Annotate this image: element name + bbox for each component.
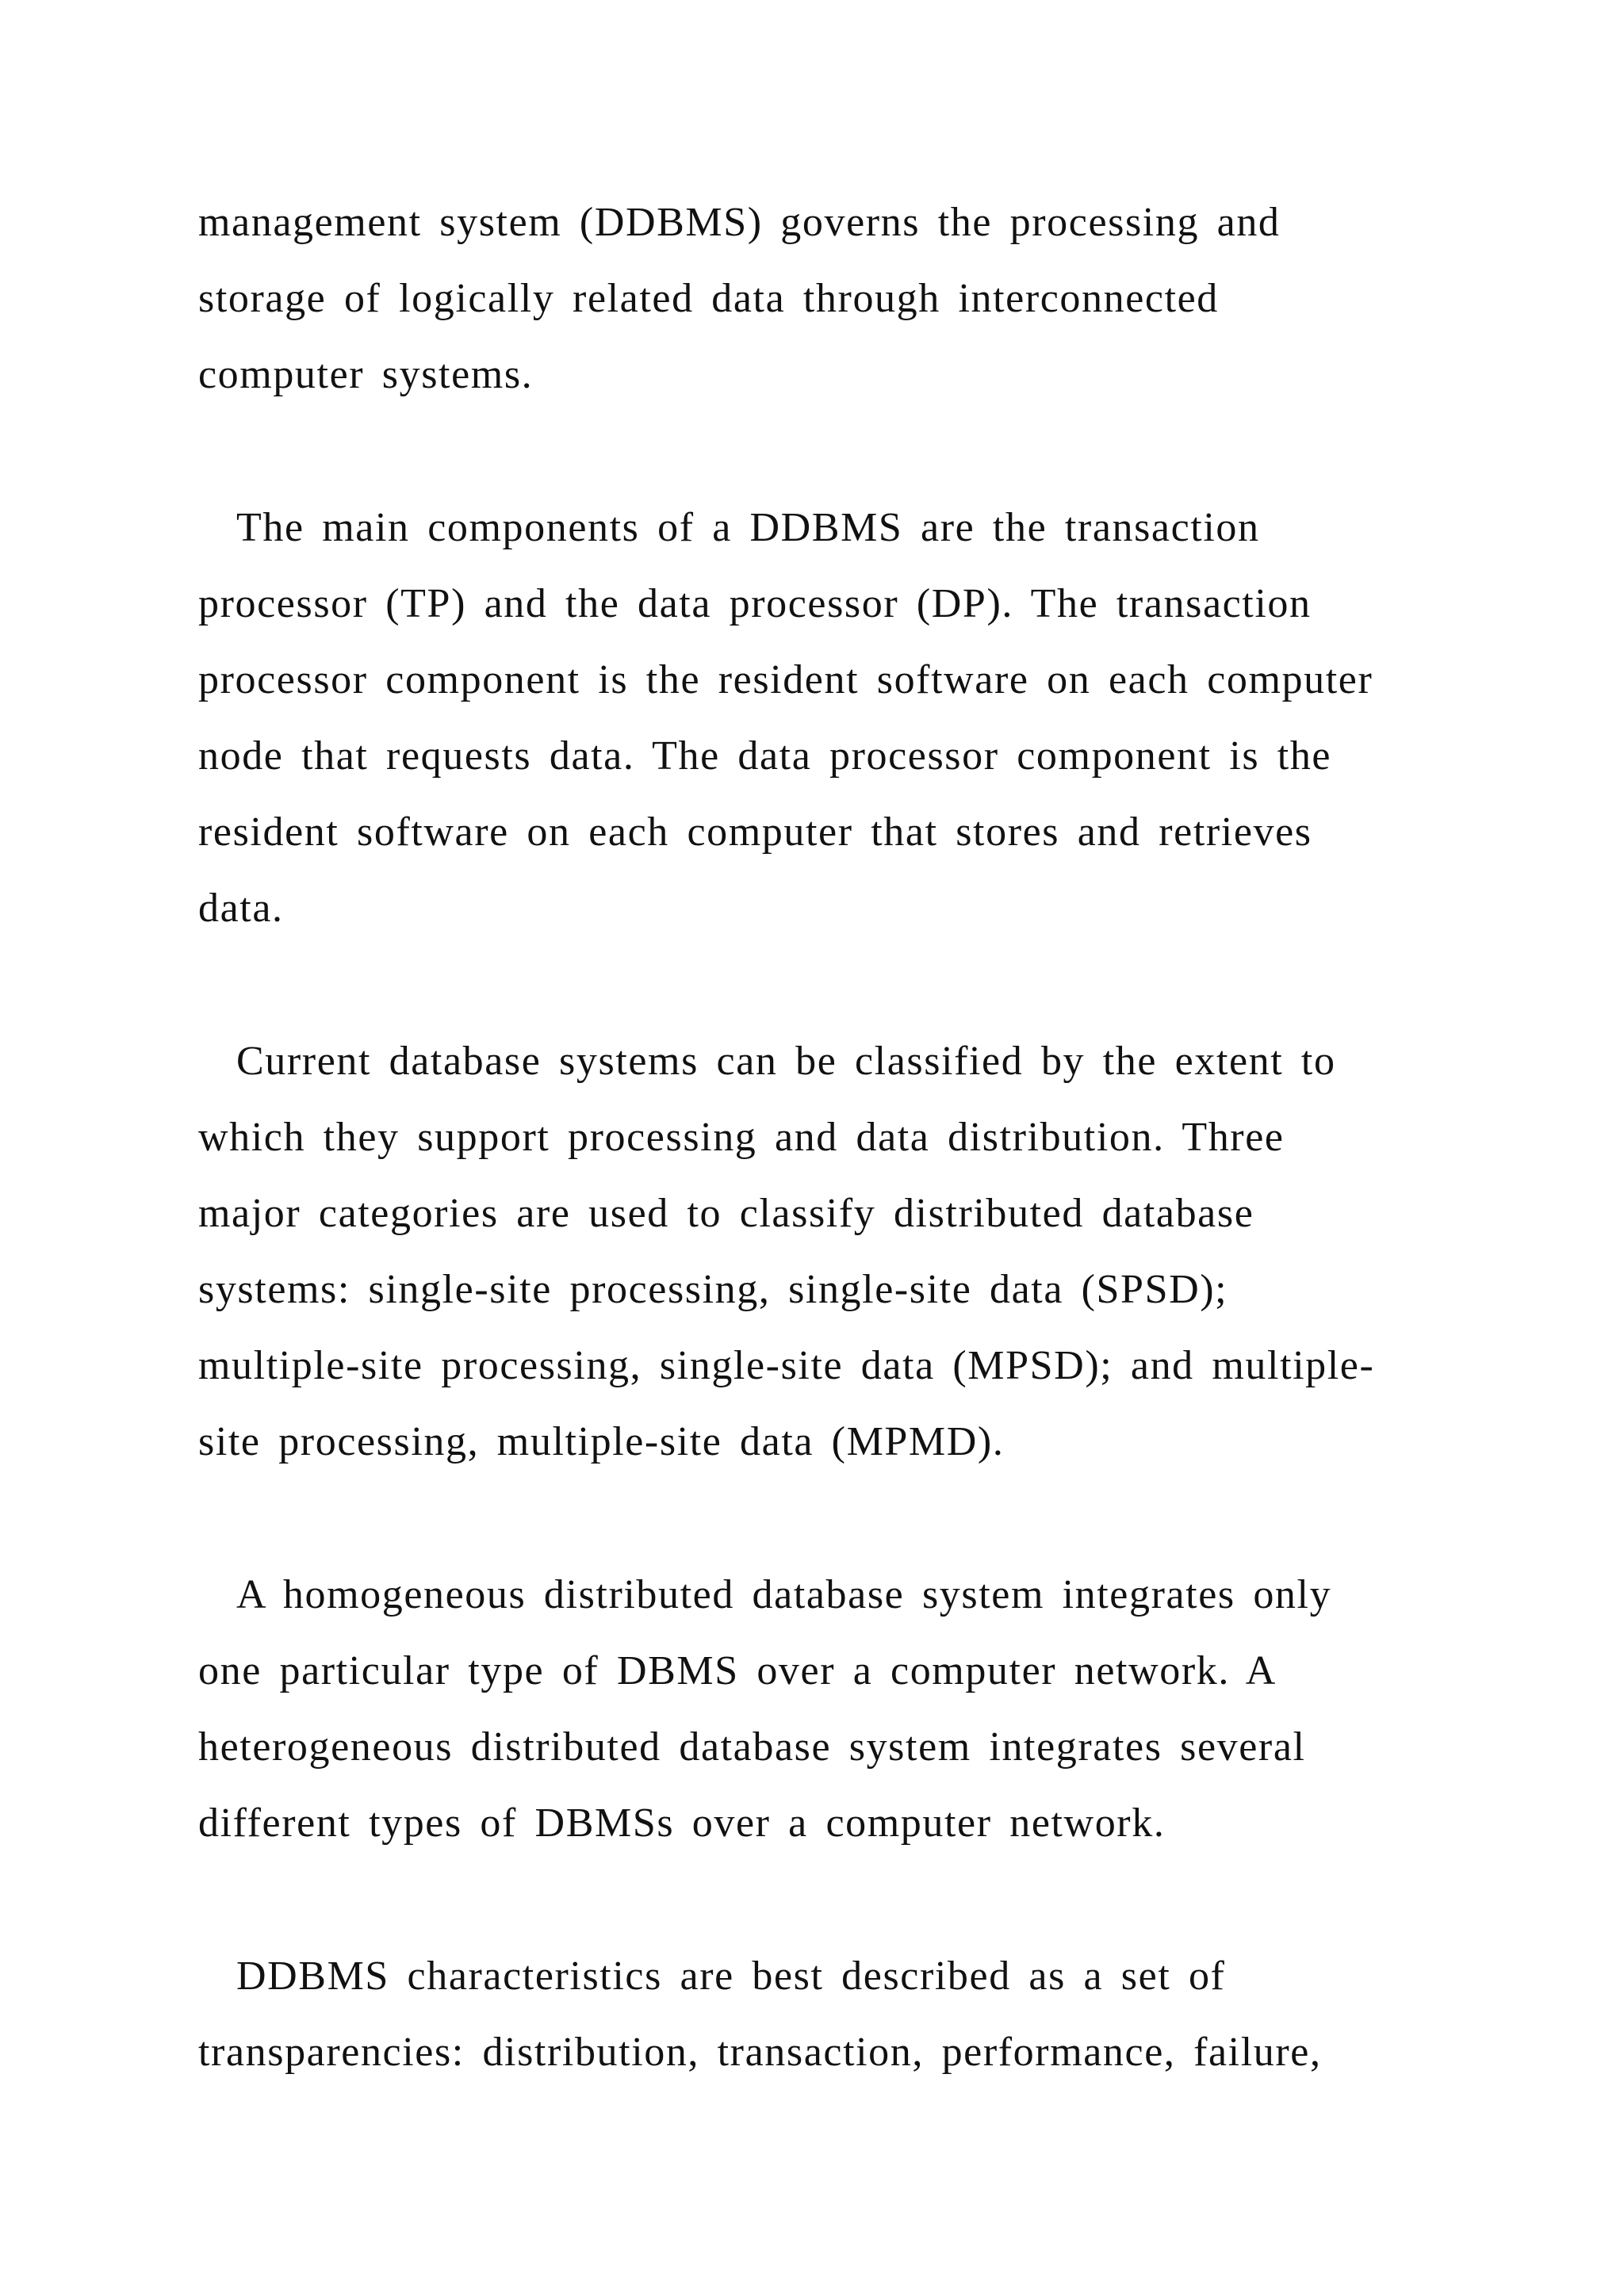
paragraph-1-line-2: storage of logically related data through interconnected [198,276,1219,321]
paragraph-2-line-5: resident software on each computer that stores and retrieves [198,809,1312,855]
paragraph-3-line-6: site processing, multiple-site data (MPMD). [198,1419,1005,1464]
paragraph-5-line-1: DDBMS characteristics are best described as a set of [236,1954,1226,1999]
paragraph-3-line-1: Current database systems can be classified by the extent to [236,1039,1336,1084]
paragraph-2-line-1: The main components of a DDBMS are the transaction [236,505,1260,550]
paragraph-3-line-3: major categories are used to classify distributed database [198,1191,1254,1236]
paragraph-4-line-1: A homogeneous distributed database system integrates only [236,1572,1332,1617]
paragraph-4-line-3: heterogeneous distributed database system integrates several [198,1724,1306,1770]
paragraph-5-line-2: transparencies: distribution, transaction, performance, failure, [198,2030,1322,2075]
paragraph-2-line-2: processor (TP) and the data processor (DP). The transaction [198,581,1312,626]
paragraph-1-line-3: computer systems. [198,352,534,397]
paragraph-4-line-2: one particular type of DBMS over a computer network. A [198,1648,1277,1693]
paragraph-3-line-5: multiple-site processing, single-site data (MPSD); and multiple- [198,1343,1375,1388]
paragraph-4-line-4: different types of DBMSs over a computer network. [198,1800,1166,1846]
paragraph-2-line-3: processor component is the resident software on each computer [198,657,1373,702]
paragraph-1-line-1: management system (DDBMS) governs the processing and [198,200,1281,245]
paragraph-2-line-4: node that requests data. The data processor component is the [198,733,1332,779]
paragraph-3-line-4: systems: single-site processing, single-site data (SPSD); [198,1267,1228,1312]
paragraph-2-line-6: data. [198,886,284,931]
paragraph-3-line-2: which they support processing and data distribution. Three [198,1115,1285,1160]
